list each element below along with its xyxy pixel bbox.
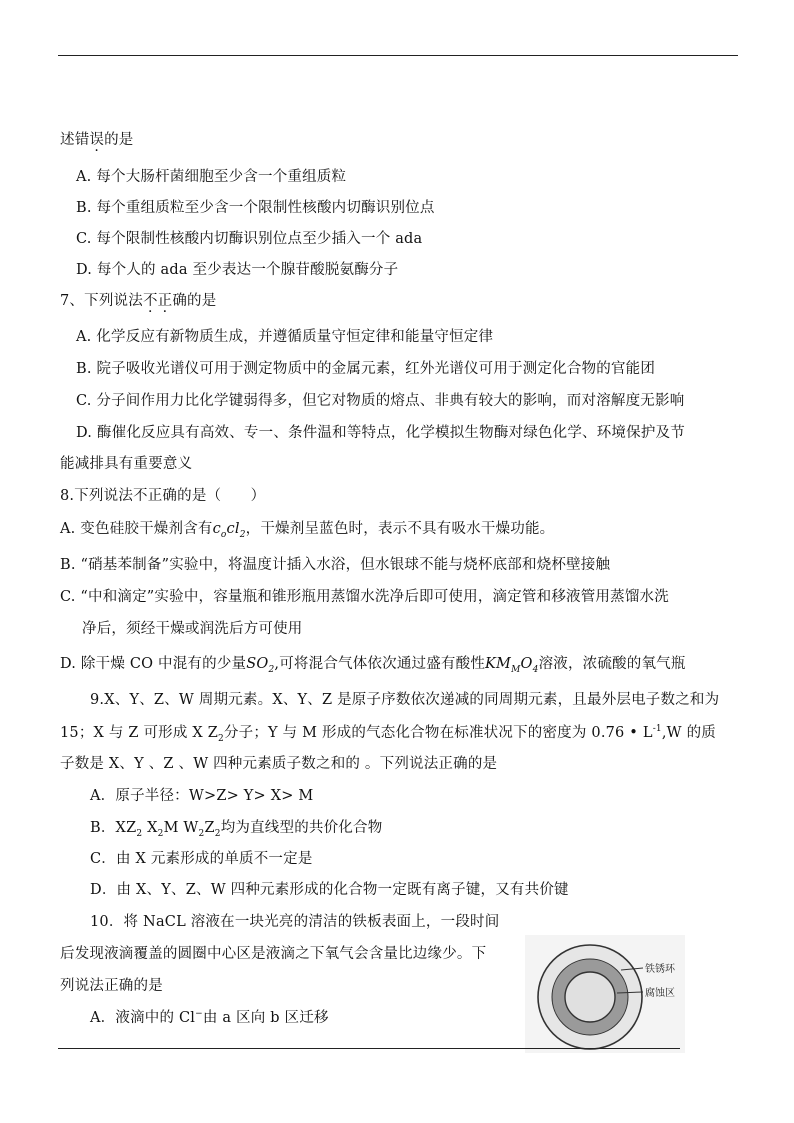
q8-option-a: A. 变色硅胶干燥剂含有$c_ocl_2$，干燥剂呈蓝色时，表示不具有吸水干燥功能。 — [60, 521, 555, 540]
q6-option-d: D. 每个人的 ada 至少表达一个腺苷酸脱氨酶分子 — [76, 262, 399, 278]
q9-option-a: A．原子半径：W>Z> Y> X> M — [90, 788, 314, 804]
label-corrosion-area: 腐蚀区 — [645, 988, 675, 999]
q7-option-d-cont: 能减排具有重要意义 — [60, 456, 193, 472]
q8-stem: 8.下列说法不正确的是（ ） — [60, 488, 266, 504]
q7-option-b: B. 院子吸收光谱仪可用于测定物质中的金属元素，红外光谱仪可用于测定化合物的官能团 — [76, 361, 656, 377]
q9-line-1: 9.X、Y、Z、W 周期元素。X、Y、Z 是原子序数依次递减的同周期元素，且最外层电子数之和为 — [90, 692, 720, 708]
droplet-diagram — [525, 935, 685, 1053]
droplet-figure — [525, 935, 685, 1053]
q9-line-3: 子数是 X、Y 、Z 、W 四种元素质子数之和的 。下列说法正确的是 — [60, 756, 498, 772]
q7-option-c: C. 分子间作用力比化学键弱得多，但它对物质的熔点、非典有较大的影响，而对溶解度无影响 — [76, 393, 685, 409]
q10-line-1: 10．将 NaCL 溶液在一块光亮的清洁的铁板表面上，一段时间 — [90, 914, 500, 930]
top-rule — [58, 55, 738, 56]
q6-option-c: C. 每个限制性核酸内切酶识别位点至少插入一个 ada — [76, 231, 423, 247]
q7-option-d: D. 酶催化反应具有高效、专一、条件温和等特点，化学模拟生物酶对绿色化学、环境保护及节 — [76, 425, 685, 441]
q6-option-a: A. 每个大肠杆菌细胞至少含一个重组质粒 — [76, 169, 347, 185]
q7-stem: 7、下列说法不正确的是 — [60, 293, 217, 309]
q6-option-b: B. 每个重组质粒至少含一个限制性核酸内切酶识别位点 — [76, 200, 435, 216]
q9-option-b: B．$XZ_2$ $X_2M$ $W_2Z_2$均为直线型的共价化合物 — [90, 820, 383, 839]
q8-option-c-cont: 净后，须经干燥或润洗后方可使用 — [82, 621, 303, 637]
q8-option-d: D. 除干燥 CO 中混有的少量$SO_2$,可将混合气体依次通过盛有酸性$KM_MO_4$溶液，浓硫酸的氧气瓶 — [60, 656, 686, 675]
q9-option-c: C．由 X 元素形成的单质不一定是 — [90, 851, 313, 867]
label-rust-ring: 铁锈环 — [645, 964, 675, 975]
bottom-rule — [58, 1048, 680, 1049]
q10-line-3: 列说法正确的是 — [60, 978, 163, 994]
q9-option-d: D．由 X、Y、Z、W 四种元素形成的化合物一定既有离子键，又有共价键 — [90, 882, 569, 898]
q10-option-a: A．液滴中的 Cl−由 a 区向 b 区迁移 — [90, 1009, 329, 1026]
q8-option-b: B. “硝基苯制备”实验中，将温度计插入水浴，但水银球不能与烧杯底部和烧杯壁接触 — [60, 557, 611, 573]
q10-line-2: 后发现液滴覆盖的圆圈中心区是液滴之下氧气会含量比边缘少。下 — [60, 946, 487, 962]
q7-option-a: A. 化学反应有新物质生成，并遵循质量守恒定律和能量守恒定律 — [76, 329, 494, 345]
q8-option-c: C. “中和滴定”实验中，容量瓶和锥形瓶用蒸馏水洗净后即可使用，滴定管和移液管用蒸馏水洗 — [60, 589, 669, 605]
q6-stem-tail: 述错误的是 — [60, 132, 134, 148]
q9-line-2: 15；X 与 Z 可形成 X $Z_2$分子；Y 与 M 形成的气态化合物在标准状况下的密度为 0.76 • $L^{-1},W$ 的质 — [60, 724, 716, 744]
